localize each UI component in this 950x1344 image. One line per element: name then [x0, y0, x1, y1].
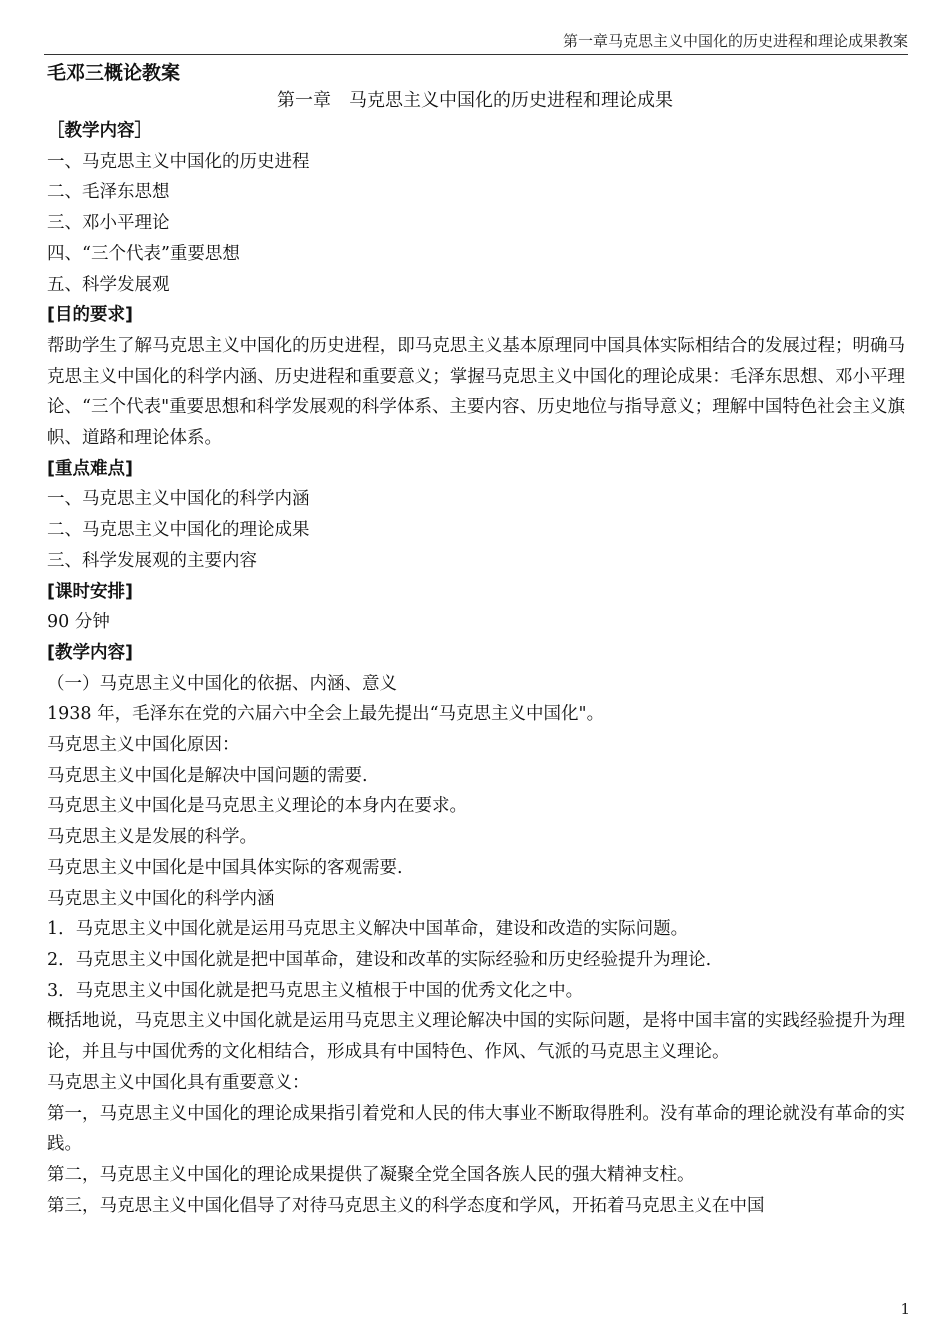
body-line: 1938 年，毛泽东在党的六届六中全会上最先提出“马克思主义中国化"。 — [47, 704, 605, 725]
summary-paragraph: 概括地说，马克思主义中国化就是运用马克思主义理论解决中国的实际问题，是将中国丰富的实践经验提升为理论，并且与中国优秀的文化相结合，形成具有中国特色、作风、气派的马克思主义理论。 — [47, 1011, 905, 1063]
document-title: 毛邓三概论教案 — [47, 62, 181, 84]
document-body — [47, 116, 905, 1221]
objectives-paragraph: 帮助学生了解马克思主义中国化的历史进程，即马克思主义基本原理同中国具体实际相结合的发展过程；明确马克思主义中国化的科学内涵、历史进程和重要意义；掌握马克思主义中国化的理论成果：毛泽东思想、邓小平理论、“三个代表"重要思想和科学发展观的科学体系、主要内容、历史地位与指导意义；理解中国特色社会主义旗帜、道路和理论体系。 — [47, 335, 905, 449]
body-line: 马克思主义中国化是中国具体实际的客观需要. — [47, 857, 403, 878]
significance-line: 第二，马克思主义中国化的理论成果提供了凝聚全党全国各族人民的强大精神支柱。 — [47, 1164, 695, 1185]
section-heading-teaching-content: ［教学内容］ — [47, 121, 152, 141]
content-item: 二、毛泽东思想 — [47, 182, 170, 203]
numbered-item: 3．马克思主义中国化就是把马克思主义植根于中国的优秀文化之中。 — [47, 980, 584, 1001]
numbered-item: 1．马克思主义中国化就是运用马克思主义解决中国革命，建设和改造的实际问题。 — [47, 919, 689, 940]
body-line: 马克思主义中国化是马克思主义理论的本身内在要求。 — [47, 796, 467, 817]
section-heading-teaching-content-2: [教学内容] — [47, 642, 133, 663]
key-point-item: 二、马克思主义中国化的理论成果 — [47, 520, 310, 541]
page-number: 1 — [900, 1300, 910, 1318]
section-heading-schedule: [课时安排] — [47, 581, 133, 602]
content-item: 四、“三个代表”重要思想 — [47, 243, 240, 264]
section-heading-objectives: [目的要求] — [47, 305, 133, 326]
numbered-item: 2．马克思主义中国化就是把中国革命，建设和改革的实际经验和历史经验提升为理论. — [47, 949, 712, 970]
content-item: 一、马克思主义中国化的历史进程 — [47, 151, 310, 172]
body-line: 马克思主义中国化原因： — [47, 735, 240, 756]
body-line: 马克思主义中国化是解决中国问题的需要. — [47, 765, 368, 786]
running-header: 第一章马克思主义中国化的历史进程和理论成果教案 — [562, 32, 908, 50]
content-item: 五、科学发展观 — [47, 274, 170, 295]
schedule-duration: 90 分钟 — [47, 612, 110, 633]
subsection-title: （一）马克思主义中国化的依据、内涵、意义 — [47, 673, 397, 694]
body-line: 马克思主义是发展的科学。 — [47, 827, 257, 848]
key-point-item: 三、科学发展观的主要内容 — [47, 550, 257, 571]
header-divider — [44, 54, 908, 55]
body-line: 马克思主义中国化具有重要意义： — [47, 1072, 310, 1093]
significance-line: 第三，马克思主义中国化倡导了对待马克思主义的科学态度和学风，开拓着马克思主义在中国 — [47, 1195, 765, 1216]
chapter-title: 第一章 马克思主义中国化的历史进程和理论成果 — [277, 90, 673, 111]
body-line: 马克思主义中国化的科学内涵 — [47, 888, 275, 909]
significance-paragraph: 第一，马克思主义中国化的理论成果指引着党和人民的伟大事业不断取得胜利。没有革命的理论就没有革命的实践。 — [47, 1103, 905, 1155]
key-point-item: 一、马克思主义中国化的科学内涵 — [47, 489, 310, 510]
section-heading-key-points: [重点难点] — [47, 458, 133, 479]
content-item: 三、邓小平理论 — [47, 213, 170, 234]
